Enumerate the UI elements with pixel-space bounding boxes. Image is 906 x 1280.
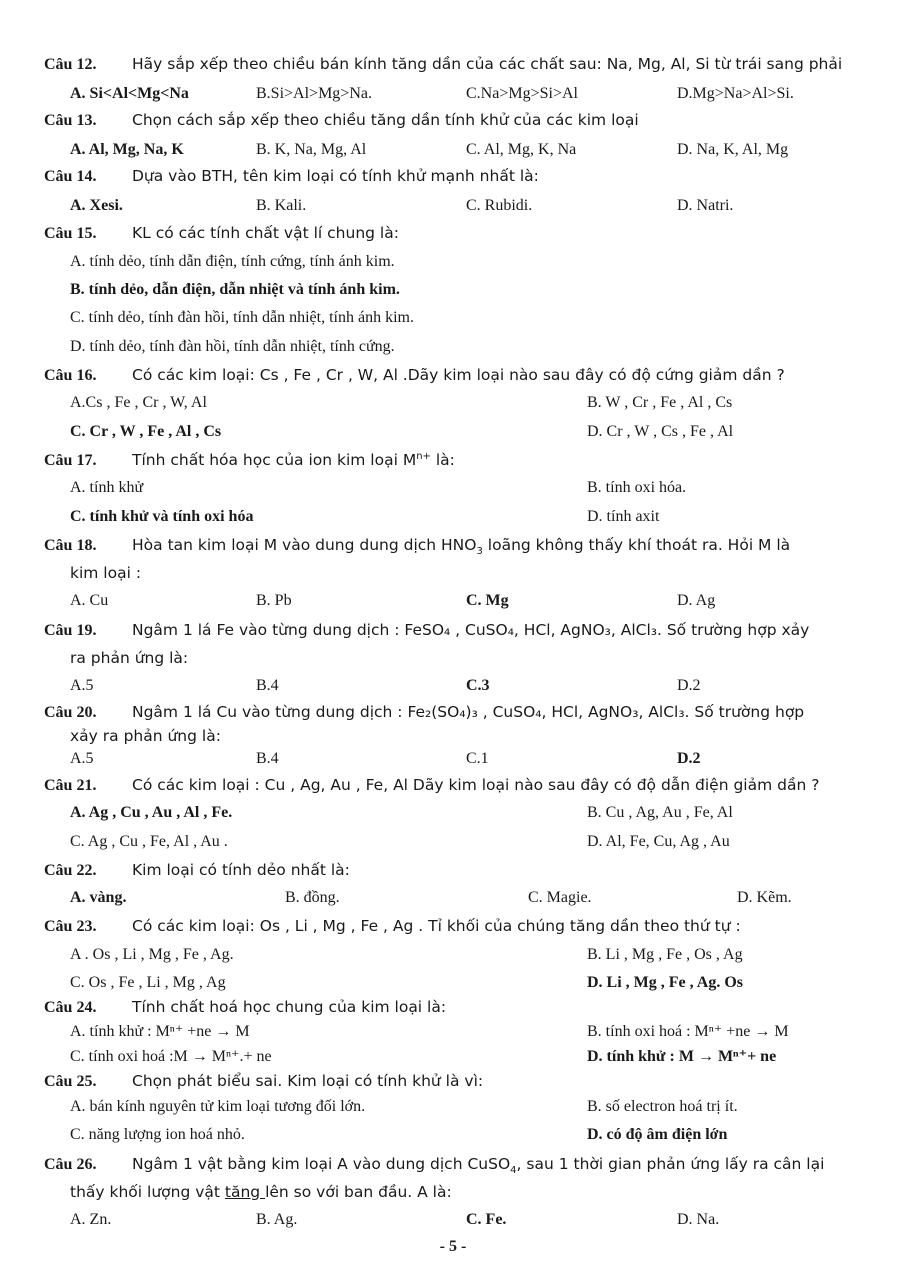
option-b: B. Kali. <box>256 197 307 214</box>
stem-text: Ngâm 1 vật bằng kim loại A vào dung dịch CuSO <box>132 1155 511 1173</box>
question-number: Câu 14. <box>44 168 97 185</box>
stem-text: Hòa tan kim loại M vào dung dung dịch HNO <box>132 536 477 554</box>
option-d: D.Mg>Na>Al>Si. <box>677 85 794 102</box>
question-stem: KL có các tính chất vật lí chung là: <box>132 224 399 242</box>
option-c: C. Cr , W , Fe , Al , Cs <box>70 423 222 440</box>
question-19 <box>44 620 874 641</box>
stem-text-end: là: <box>430 451 455 469</box>
option-b: B. tính dẻo, dẫn điện, dẫn nhiệt và tính ánh kim. <box>70 281 400 298</box>
question-23 <box>44 916 874 937</box>
option-b: B. tính oxi hoá : Mⁿ⁺ +ne → M <box>587 1023 789 1040</box>
question-26 <box>44 1154 874 1175</box>
question-stem <box>132 451 455 469</box>
stem-text: thấy khối lượng vật <box>70 1183 225 1201</box>
question-number: Câu 25. <box>44 1073 97 1090</box>
option-c: C. Ag , Cu , Fe, Al , Au . <box>70 833 228 850</box>
question-24 <box>44 997 874 1018</box>
page-number: - 5 - <box>439 1238 467 1255</box>
question-number: Câu 18. <box>44 537 97 554</box>
option-b: B. W , Cr , Fe , Al , Cs <box>587 394 733 411</box>
question-stem-continued: xảy ra phản ứng là: <box>70 727 221 745</box>
option-a: A. bán kính nguyên tử kim loại tương đối lớn. <box>70 1098 366 1115</box>
option-b: B. Ag. <box>256 1211 298 1228</box>
option-b: B. K, Na, Mg, Al <box>256 141 367 158</box>
question-22 <box>44 860 874 881</box>
question-18 <box>44 535 874 556</box>
question-20 <box>44 702 874 723</box>
option-c: C. Mg <box>466 592 509 609</box>
option-d: D.2 <box>677 677 701 694</box>
option-d: D. tính dẻo, tính đàn hồi, tính dẫn nhiệt, tính cứng. <box>70 338 395 355</box>
question-number: Câu 12. <box>44 56 97 73</box>
option-a: A. tính khử <box>70 479 144 496</box>
option-c: C. Fe. <box>466 1211 507 1228</box>
option-d: D. Na, K, Al, Mg <box>677 141 789 158</box>
option-d: D. Ag <box>677 592 716 609</box>
question-number: Câu 19. <box>44 622 97 639</box>
option-b: B. Cu , Ag, Au , Fe, Al <box>587 804 733 821</box>
question-stem: Chọn phát biểu sai. Kim loại có tính khử là vì: <box>132 1072 484 1090</box>
question-number: Câu 23. <box>44 918 97 935</box>
question-stem: Có các kim loại: Os , Li , Mg , Fe , Ag . Tỉ khối của chúng tăng dần theo thứ tự : <box>132 917 741 935</box>
question-14 <box>44 166 874 187</box>
underlined-word: tăng <box>224 1183 266 1201</box>
option-a: A.5 <box>70 750 94 767</box>
option-d: D. Na. <box>677 1211 720 1228</box>
question-stem <box>132 536 791 558</box>
stem-superscript: n+ <box>416 450 431 462</box>
option-c: C. năng lượng ion hoá nhỏ. <box>70 1126 245 1143</box>
option-a: A. Al, Mg, Na, K <box>70 141 184 158</box>
option-c: C. tính khử và tính oxi hóa <box>70 508 254 525</box>
stem-text-end: loãng không thấy khí thoát ra. Hỏi M là <box>482 536 791 554</box>
option-a: A. vàng. <box>70 889 127 906</box>
question-number: Câu 20. <box>44 704 97 721</box>
option-b: B. tính oxi hóa. <box>587 479 687 496</box>
stem-text-end: lên so với ban đầu. A là: <box>265 1183 452 1201</box>
option-d: D. Cr , W , Cs , Fe , Al <box>587 423 734 440</box>
option-d: D. Kẽm. <box>737 889 792 906</box>
question-25 <box>44 1071 874 1092</box>
question-15 <box>44 223 874 244</box>
option-c: C.3 <box>466 677 490 694</box>
stem-text: Tính chất hóa học của ion kim loại M <box>132 451 417 469</box>
option-d: D. có độ âm điện lớn <box>587 1126 728 1143</box>
option-d: D. Li , Mg , Fe , Ag. Os <box>587 974 743 991</box>
option-b: B. Li , Mg , Fe , Os , Ag <box>587 946 743 963</box>
question-stem: Có các kim loại : Cu , Ag, Au , Fe, Al Dãy kim loại nào sau đây có độ dẫn điện giảm dần ? <box>132 776 820 794</box>
option-d: D.2 <box>677 750 701 767</box>
question-stem: Ngâm 1 lá Fe vào từng dung dịch : FeSO₄ , CuSO₄, HCl, AgNO₃, AlCl₃. Số trường hợp xảy <box>132 621 810 639</box>
option-a: A. tính dẻo, tính dẫn điện, tính cứng, tính ánh kim. <box>70 253 395 270</box>
question-stem: Tính chất hoá học chung của kim loại là: <box>132 998 447 1016</box>
option-a: A. Zn. <box>70 1211 112 1228</box>
question-stem <box>132 1155 825 1177</box>
option-d: D. Natri. <box>677 197 734 214</box>
option-a: A . Os , Li , Mg , Fe , Ag. <box>70 946 234 963</box>
option-c: C. Os , Fe , Li , Mg , Ag <box>70 974 226 991</box>
option-c: C.1 <box>466 750 489 767</box>
option-b: B. Pb <box>256 592 292 609</box>
question-17 <box>44 450 874 471</box>
option-d: D. Al, Fe, Cu, Ag , Au <box>587 833 730 850</box>
stem-subscript: 4 <box>510 1165 517 1177</box>
question-number: Câu 26. <box>44 1156 97 1173</box>
option-c: C.Na>Mg>Si>Al <box>466 85 578 102</box>
option-d: D. tính khử : M → Mⁿ⁺+ ne <box>587 1048 777 1065</box>
option-c: C. tính dẻo, tính đàn hồi, tính dẫn nhiệt, tính ánh kim. <box>70 309 414 326</box>
question-21 <box>44 775 874 796</box>
stem-text-end: , sau 1 thời gian phản ứng lấy ra cân lại <box>516 1155 825 1173</box>
option-b: B.4 <box>256 750 279 767</box>
option-c: C. Magie. <box>528 889 592 906</box>
option-b: B.Si>Al>Mg>Na. <box>256 85 372 102</box>
option-a: A. tính khử : Mⁿ⁺ +ne → M <box>70 1023 250 1040</box>
option-a: A. Ag , Cu , Au , Al , Fe. <box>70 804 233 821</box>
question-stem: Ngâm 1 lá Cu vào từng dung dịch : Fe₂(SO₄)₃ , CuSO₄, HCl, AgNO₃, AlCl₃. Số trường hợp <box>132 703 805 721</box>
question-stem: Chọn cách sắp xếp theo chiều tăng dần tính khử của các kim loại <box>132 111 639 129</box>
option-a: A.Cs , Fe , Cr , W, Al <box>70 394 207 411</box>
question-13 <box>44 110 874 131</box>
option-c: C. Al, Mg, K, Na <box>466 141 577 158</box>
question-number: Câu 22. <box>44 862 97 879</box>
option-a: A. Cu <box>70 592 109 609</box>
question-number: Câu 17. <box>44 452 97 469</box>
question-16 <box>44 365 874 386</box>
stem-subscript: 3 <box>476 546 483 558</box>
question-stem: Kim loại có tính dẻo nhất là: <box>132 861 350 879</box>
option-b: B.4 <box>256 677 279 694</box>
question-number: Câu 24. <box>44 999 97 1016</box>
question-12 <box>44 54 874 75</box>
option-a: A. Si<Al<Mg<Na <box>70 85 189 102</box>
option-b: B. đồng. <box>285 889 340 906</box>
question-number: Câu 16. <box>44 367 97 384</box>
question-stem: Có các kim loại: Cs , Fe , Cr , W, Al .Dãy kim loại nào sau đây có độ cứng giảm dần ? <box>132 366 785 384</box>
option-a: A. Xesi. <box>70 197 123 214</box>
question-stem: Hãy sắp xếp theo chiều bán kính tăng dần của các chất sau: Na, Mg, Al, Si từ trái sang phải <box>132 55 843 73</box>
option-c: C. tính oxi hoá :M → Mⁿ⁺.+ ne <box>70 1048 272 1065</box>
option-a: A.5 <box>70 677 94 694</box>
question-stem-continued <box>70 1182 452 1202</box>
question-number: Câu 13. <box>44 112 97 129</box>
question-stem-continued: kim loại : <box>70 564 142 582</box>
option-b: B. số electron hoá trị ít. <box>587 1098 738 1115</box>
question-number: Câu 15. <box>44 225 97 242</box>
question-number: Câu 21. <box>44 777 97 794</box>
option-d: D. tính axit <box>587 508 660 525</box>
option-c: C. Rubidi. <box>466 197 533 214</box>
question-stem: Dựa vào BTH, tên kim loại có tính khử mạnh nhất là: <box>132 167 539 185</box>
question-stem-continued: ra phản ứng là: <box>70 649 189 667</box>
